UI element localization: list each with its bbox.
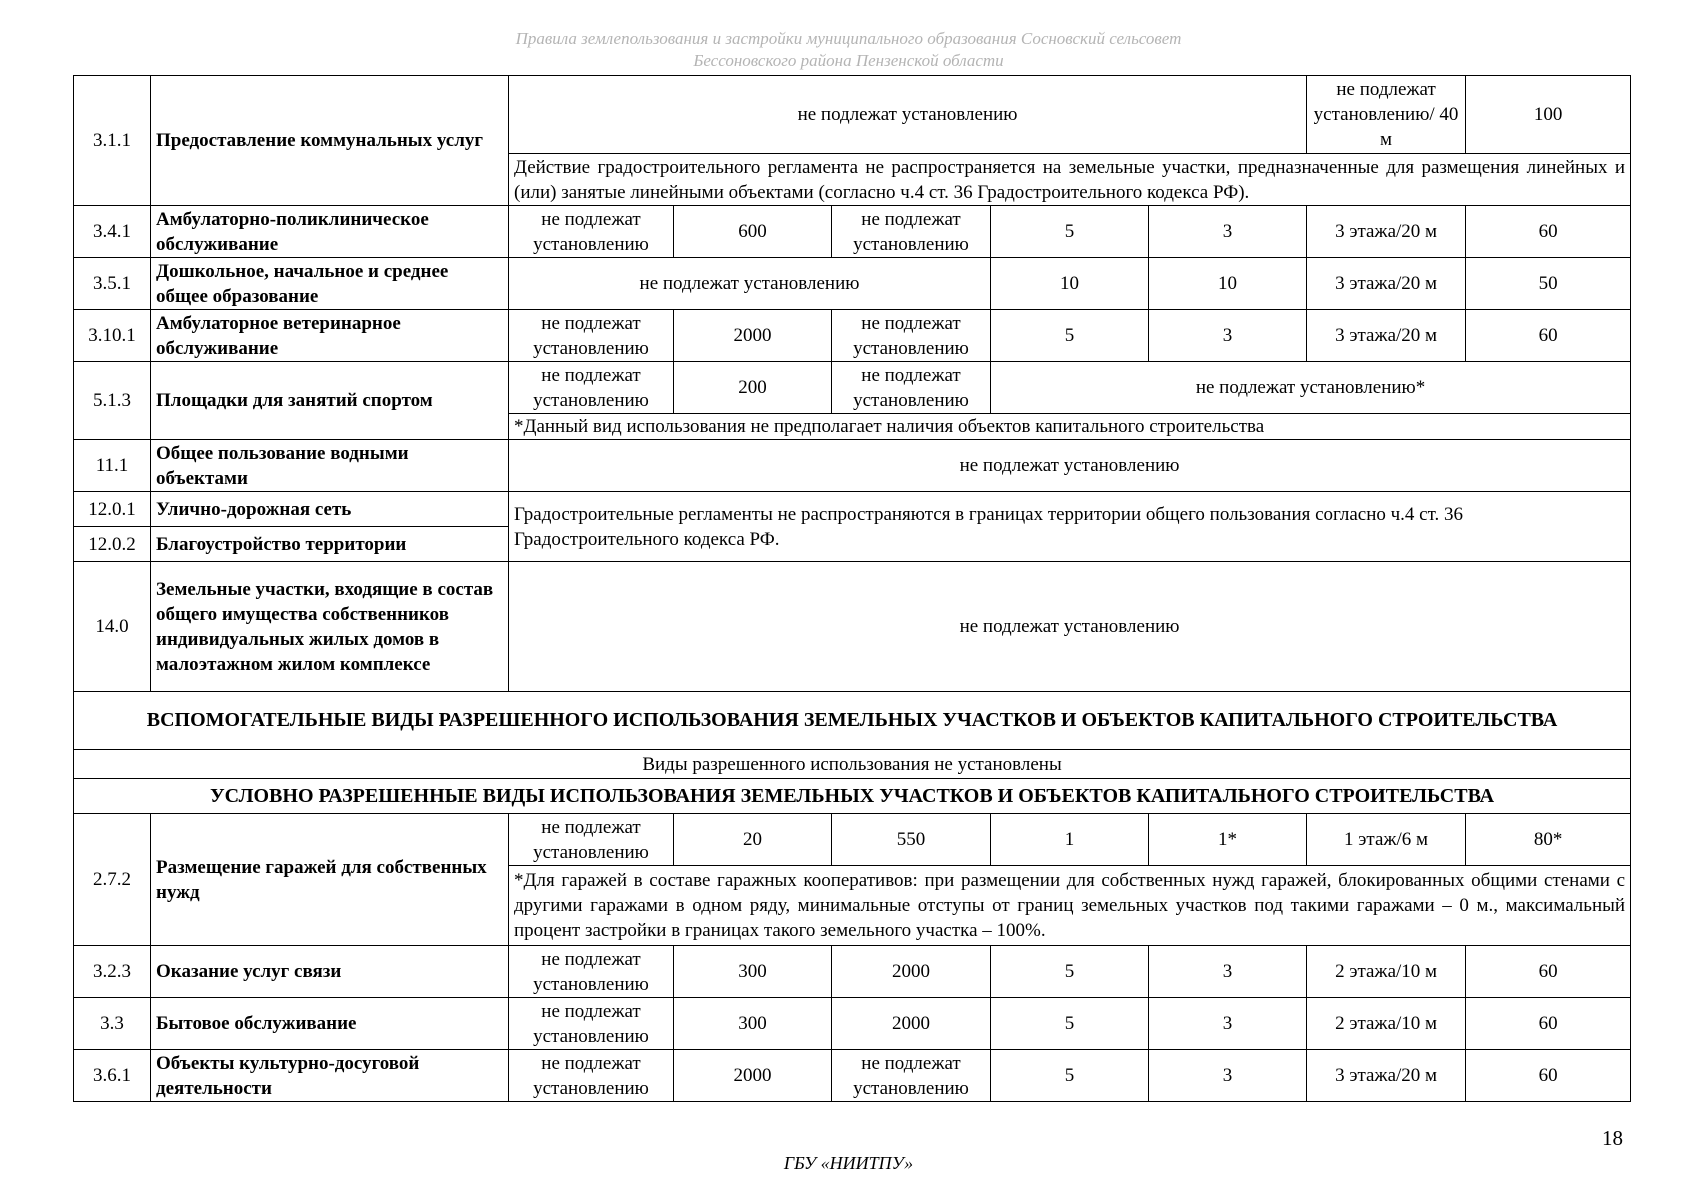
cell: не подлежат установлению — [509, 946, 674, 998]
cell: 5 — [991, 1050, 1149, 1102]
cell: 10 — [991, 258, 1149, 310]
cell: 20 — [674, 814, 832, 866]
cell: 60 — [1466, 946, 1631, 998]
cell: 2000 — [832, 998, 991, 1050]
row-name: Размещение гаражей для собственных нужд — [151, 814, 509, 946]
section-heading: ВСПОМОГАТЕЛЬНЫЕ ВИДЫ РАЗРЕШЕННОГО ИСПОЛЬЗОВАНИЯ ЗЕМЕЛЬНЫХ УЧАСТКОВ И ОБЪЕКТОВ КАПИТАЛЬНОГО СТРОИТЕЛЬСТВА — [74, 692, 1631, 750]
section-heading-row — [74, 692, 1631, 750]
table-row — [74, 310, 1631, 362]
cell: 5 — [991, 206, 1149, 258]
row-name: Амбулаторно-поликлиническое обслуживание — [151, 206, 509, 258]
note-cell: *Для гаражей в составе гаражных кооперативов: при размещении для собственных нужд гаражей, блокированных общими стенами с другими гаражами в одном ряду, минимальные отступы от границ земельных участков под такими гаражами – 0 м., максимальный процент застройки в границах такого земельного участка – 100%. — [509, 866, 1631, 946]
row-code: 14.0 — [74, 562, 151, 692]
cell: 2 этажа/10 м — [1307, 946, 1466, 998]
cell: 2000 — [674, 310, 832, 362]
merged-value-cell: не подлежат установлению — [509, 76, 1307, 154]
table-row — [74, 998, 1631, 1050]
running-header-line-1: Правила землепользования и застройки муниципального образования Сосновский сельсовет — [515, 29, 1182, 48]
table-row — [74, 946, 1631, 998]
cell: 3 — [1149, 998, 1307, 1050]
table-row — [74, 750, 1631, 779]
cell: не подлежат установлению — [509, 206, 674, 258]
cell: 2000 — [832, 946, 991, 998]
cell: 300 — [674, 998, 832, 1050]
row-code: 5.1.3 — [74, 362, 151, 440]
cell: 80* — [1466, 814, 1631, 866]
cell: 3 — [1149, 206, 1307, 258]
cell: не подлежат установлению — [832, 206, 991, 258]
table-row — [74, 1050, 1631, 1102]
row-name: Дошкольное, начальное и среднее общее образование — [151, 258, 509, 310]
cell: 60 — [1466, 206, 1631, 258]
row-code: 3.6.1 — [74, 1050, 151, 1102]
cell: 2 этажа/10 м — [1307, 998, 1466, 1050]
table-row — [74, 206, 1631, 258]
table-row — [74, 362, 1631, 414]
section-note: Виды разрешенного использования не установлены — [74, 750, 1631, 779]
row-code: 2.7.2 — [74, 814, 151, 946]
row-name: Амбулаторное ветеринарное обслуживание — [151, 310, 509, 362]
cell: не подлежат установлению — [832, 362, 991, 414]
row-name: Предоставление коммунальных услуг — [151, 76, 509, 206]
row-code: 12.0.2 — [74, 527, 151, 562]
section-heading-row — [74, 779, 1631, 814]
cell: 2000 — [674, 1050, 832, 1102]
note-cell: *Данный вид использования не предполагает наличия объектов капитального строительства — [509, 414, 1631, 440]
merged-value-cell: не подлежат установлению — [509, 562, 1631, 692]
merged-value-cell: не подлежат установлению* — [991, 362, 1631, 414]
section-heading: УСЛОВНО РАЗРЕШЕННЫЕ ВИДЫ ИСПОЛЬЗОВАНИЯ ЗЕМЕЛЬНЫХ УЧАСТКОВ И ОБЪЕКТОВ КАПИТАЛЬНОГО СТРОИТЕЛЬСТВА — [74, 779, 1631, 814]
row-name: Площадки для занятий спортом — [151, 362, 509, 440]
note-cell: Действие градостроительного регламента не распространяется на земельные участки, предназначенные для размещения линейных и (или) занятые линейными объектами (согласно ч.4 ст. 36 Градостроительного кодекса РФ). — [509, 154, 1631, 206]
cell: 1 — [991, 814, 1149, 866]
cell: 60 — [1466, 1050, 1631, 1102]
note-cell: Градостроительные регламенты не распространяются в границах территории общего пользования согласно ч.4 ст. 36 Градостроительного кодекса РФ. — [509, 492, 1631, 562]
row-name: Оказание услуг связи — [151, 946, 509, 998]
cell: 10 — [1149, 258, 1307, 310]
row-code: 3.4.1 — [74, 206, 151, 258]
regulations-table — [73, 75, 1631, 1102]
page-footer: ГБУ «НИИТПУ» — [783, 1153, 914, 1173]
cell: 5 — [991, 998, 1149, 1050]
cell: не подлежат установлению — [509, 310, 674, 362]
cell: не подлежат установлению — [832, 1050, 991, 1102]
cell: 3 этажа/20 м — [1307, 258, 1466, 310]
cell: 1 этаж/6 м — [1307, 814, 1466, 866]
cell: 5 — [991, 946, 1149, 998]
row-code: 12.0.1 — [74, 492, 151, 527]
cell: 60 — [1466, 998, 1631, 1050]
row-code: 11.1 — [74, 440, 151, 492]
cell: 3 — [1149, 946, 1307, 998]
cell: 300 — [674, 946, 832, 998]
row-code: 3.3 — [74, 998, 151, 1050]
merged-value-cell: не подлежат установлению — [509, 440, 1631, 492]
table-row — [74, 814, 1631, 866]
cell: не подлежат установлению — [832, 310, 991, 362]
row-name: Бытовое обслуживание — [151, 998, 509, 1050]
height-cell: не подлежат установлению/ 40 м — [1307, 76, 1466, 154]
table-row — [74, 492, 1631, 527]
cell: 1* — [1149, 814, 1307, 866]
row-code: 3.10.1 — [74, 310, 151, 362]
row-code: 3.1.1 — [74, 76, 151, 206]
row-name: Земельные участки, входящие в состав общего имущества собственников индивидуальных жилых домов в малоэтажном жилом комплексе — [151, 562, 509, 692]
cell: 550 — [832, 814, 991, 866]
cell: не подлежат установлению — [509, 998, 674, 1050]
cell: 3 этажа/20 м — [1307, 206, 1466, 258]
table-row — [74, 562, 1631, 692]
running-header-line-2: Бессоновского района Пензенской области — [693, 51, 1004, 70]
percent-cell: 100 — [1466, 76, 1631, 154]
row-code: 3.5.1 — [74, 258, 151, 310]
cell: 60 — [1466, 310, 1631, 362]
cell: 3 этажа/20 м — [1307, 310, 1466, 362]
row-name: Улично-дорожная сеть — [151, 492, 509, 527]
row-name: Общее пользование водными объектами — [151, 440, 509, 492]
cell: 200 — [674, 362, 832, 414]
table-row — [74, 258, 1631, 310]
cell: 3 — [1149, 1050, 1307, 1102]
cell: 5 — [991, 310, 1149, 362]
cell: 3 — [1149, 310, 1307, 362]
cell: 600 — [674, 206, 832, 258]
cell: 50 — [1466, 258, 1631, 310]
row-name: Объекты культурно-досуговой деятельности — [151, 1050, 509, 1102]
cell: не подлежат установлению — [509, 362, 674, 414]
page-number: 18 — [1602, 1126, 1623, 1150]
cell: 3 этажа/20 м — [1307, 1050, 1466, 1102]
merged-value-cell: не подлежат установлению — [509, 258, 991, 310]
row-code: 3.2.3 — [74, 946, 151, 998]
table-row — [74, 440, 1631, 492]
table-row — [74, 76, 1631, 154]
cell: не подлежат установлению — [509, 1050, 674, 1102]
row-name: Благоустройство территории — [151, 527, 509, 562]
cell: не подлежат установлению — [509, 814, 674, 866]
